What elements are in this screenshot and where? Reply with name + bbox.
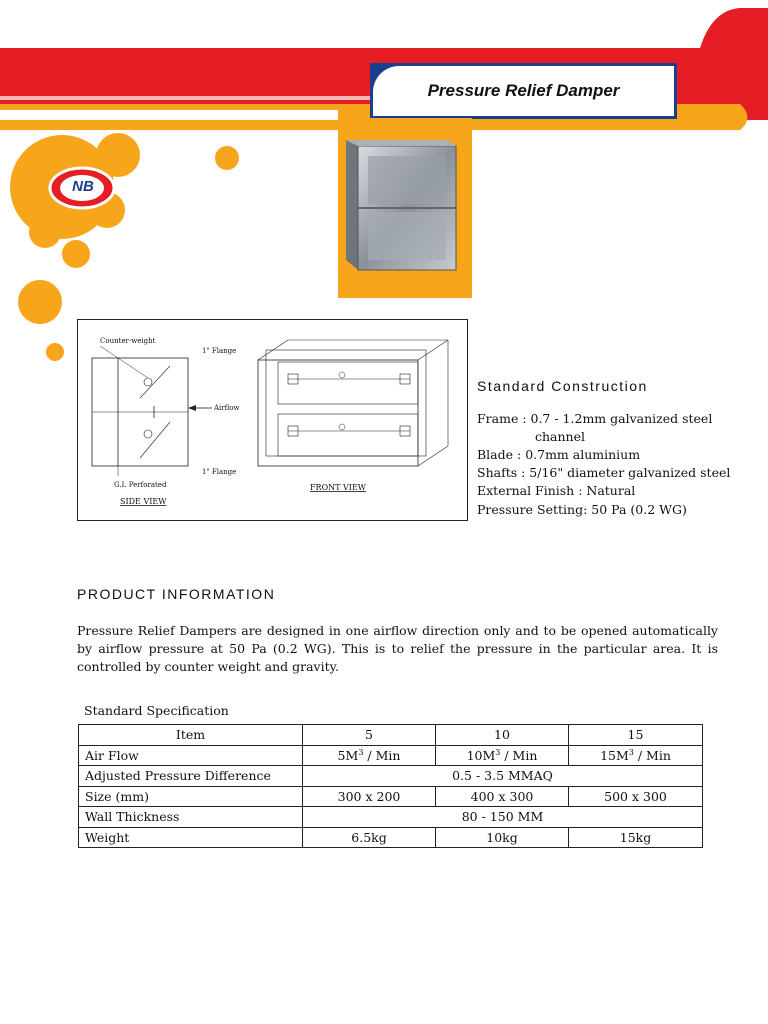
superscript: 3 — [628, 747, 634, 757]
table-cell: 500 x 300 — [569, 786, 703, 807]
table-cell: Adjusted Pressure Difference — [79, 766, 303, 787]
damper-diagram — [77, 319, 468, 521]
label-flange-top: 1" Flange — [202, 347, 237, 355]
construction-frame: Frame : 0.7 - 1.2mm galvanized steel — [477, 411, 713, 426]
product-information-text: Pressure Relief Dampers are designed in one airflow direction only and to be opened automatically by airflow pressure at 50 Pa (0.2 WG). This is to relief the pressure in the particular area. It is controlled by counter weight and gravity. — [77, 623, 718, 674]
table-cell: 80 - 150 MM — [303, 807, 703, 828]
product-information-title: PRODUCT INFORMATION — [77, 586, 276, 602]
construction-blade: Blade : 0.7mm aluminium — [477, 447, 641, 462]
label-flange-bottom: 1" Flange — [202, 468, 237, 476]
table-row — [79, 786, 703, 807]
table-cell: Item — [79, 725, 303, 746]
table-cell: 0.5 - 3.5 MMAQ — [303, 766, 703, 787]
product-image — [338, 118, 472, 298]
page-title: Pressure Relief Damper — [427, 81, 620, 100]
title-banner-inner — [373, 66, 674, 116]
orange-circle — [46, 343, 64, 361]
specification-table — [78, 724, 703, 848]
title-banner — [370, 63, 677, 119]
orange-circle — [96, 133, 140, 177]
standard-specification-title: Standard Specification — [84, 703, 229, 718]
logo-text: NB — [72, 178, 94, 195]
orange-circle — [215, 146, 239, 170]
air-flow-unit: / Min — [504, 747, 538, 763]
label-front-view: FRONT VIEW — [310, 483, 367, 492]
superscript: 3 — [358, 747, 364, 757]
air-flow-value: 15M — [600, 747, 629, 763]
pink-stripe — [0, 96, 370, 100]
label-perforated: G.I. Perforated — [114, 481, 167, 489]
table-cell: 15 — [569, 725, 703, 746]
air-flow-unit: / Min — [637, 747, 671, 763]
table-cell: 10kg — [436, 827, 569, 848]
construction-finish: External Finish : Natural — [477, 483, 636, 498]
table-cell — [436, 745, 569, 766]
table-cell: 10 — [436, 725, 569, 746]
table-cell — [569, 745, 703, 766]
table-cell: 15kg — [569, 827, 703, 848]
superscript: 3 — [495, 747, 501, 757]
label-airflow: Airflow — [214, 404, 240, 412]
white-gap — [0, 110, 338, 120]
orange-circle — [62, 240, 90, 268]
table-row — [79, 745, 703, 766]
orange-circle — [18, 280, 62, 324]
construction-pressure: Pressure Setting: 50 Pa (0.2 WG) — [477, 502, 687, 517]
table-row — [79, 827, 703, 848]
damper-photo — [338, 118, 472, 298]
table-cell: Wall Thickness — [79, 807, 303, 828]
table-cell: 300 x 200 — [303, 786, 436, 807]
table-cell: Air Flow — [79, 745, 303, 766]
table-row — [79, 766, 703, 787]
diagram-drawing — [78, 320, 467, 520]
air-flow-value: 10M — [466, 747, 496, 763]
standard-construction-title: Standard Construction — [477, 378, 648, 394]
label-counter-weight: Counter-weight — [100, 337, 156, 345]
label-side-view: SIDE VIEW — [120, 497, 167, 506]
construction-shafts: Shafts : 5/16" diameter galvanized steel — [477, 465, 731, 480]
table-cell: 6.5kg — [303, 827, 436, 848]
air-flow-value: 5M — [337, 747, 359, 763]
construction-frame-cont: channel — [535, 429, 585, 444]
table-cell: Size (mm) — [79, 786, 303, 807]
table-cell — [303, 745, 436, 766]
air-flow-unit: / Min — [367, 747, 401, 763]
table-cell: 5 — [303, 725, 436, 746]
table-cell: Weight — [79, 827, 303, 848]
table-cell: 400 x 300 — [436, 786, 569, 807]
orange-circle — [29, 216, 61, 248]
table-row — [79, 725, 703, 746]
table-row — [79, 807, 703, 828]
